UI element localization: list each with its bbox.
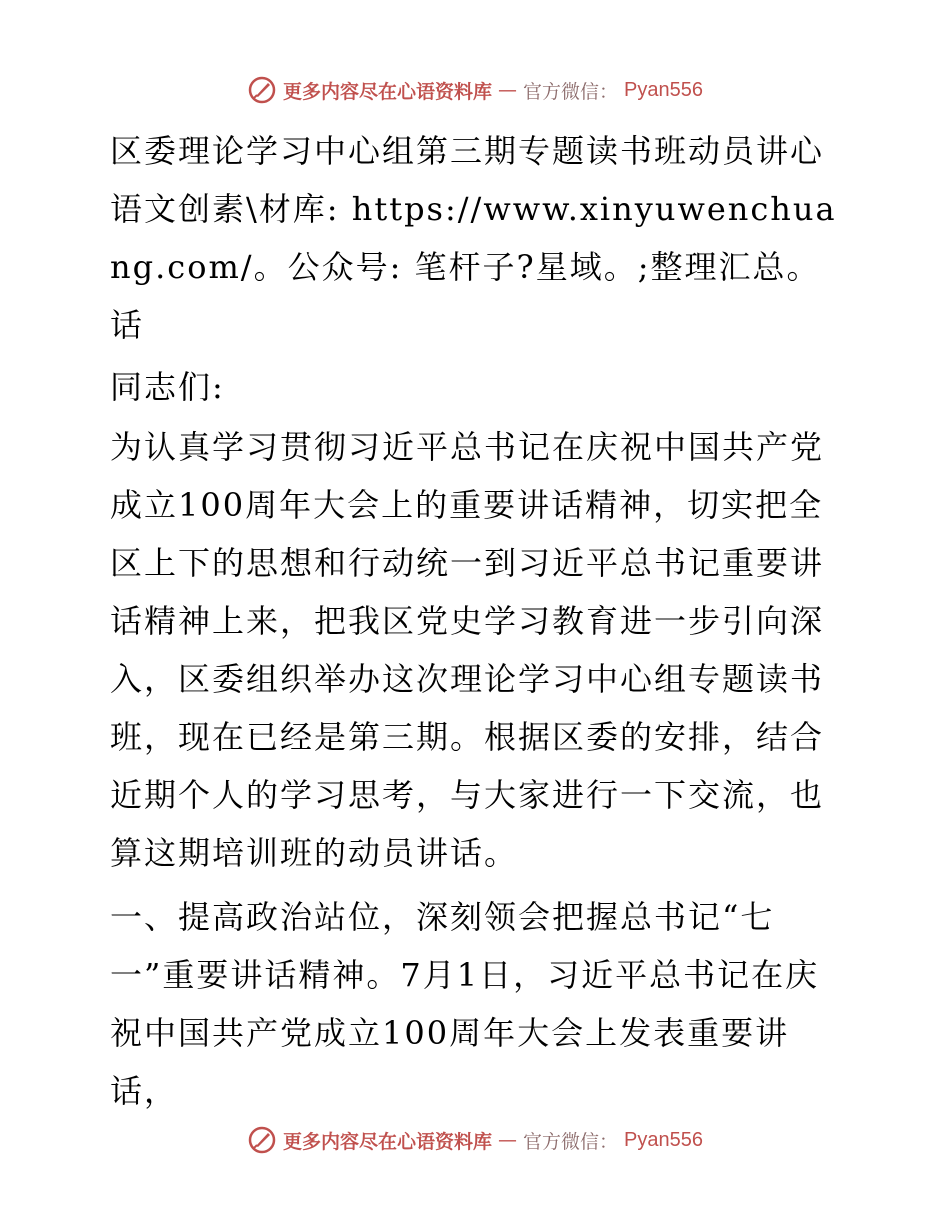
quill-pen-circle-icon [247,75,277,105]
banner-wechat-id: Pyan556 [624,78,703,101]
banner-wechat-id: Pyan556 [624,1128,703,1151]
banner-main-text: 更多内容尽在心语资料库 [283,1130,493,1153]
header-banner [0,70,950,110]
quill-pen-circle-icon [247,1125,277,1155]
banner-official-label: 官方微信： [523,80,619,103]
banner-separator: — [498,79,518,101]
banner-official-label: 官方微信： [523,1130,619,1153]
paragraph-intro: 为认真学习贯彻习近平总书记在庆祝中国共产党成立100周年大会上的重要讲话精神，切实把全区上下的思想和行动统一到习近平总书记重要讲话精神上来，把我区党史学习教育进一步引向深入，区委组织举办这次理论学习中心组专题读书班，现在已经是第三期。根据区委的安排，结合近期个人的学习思考，与大家进行一下交流，也算这期培训班的动员讲话。 [110,428,825,872]
banner-separator: — [498,1129,518,1151]
banner-main-text: 更多内容尽在心语资料库 [283,80,493,103]
footer-banner [0,1120,950,1160]
document-title: 区委理论学习中心组第三期专题读书班动员讲心语文创素\材库: https://www.xinyuwenchuang.com/。公众号: 笔杆子?星域。;整理汇总。话 [110,132,837,344]
greeting: 同志们: [110,368,225,406]
paragraph-section-one: 一、提高政治站位，深刻领会把握总书记“七一”重要讲话精神。7月1日，习近平总书记在庆祝中国共产党成立100周年大会上发表重要讲话， [110,898,820,1110]
document-body [98,122,850,1120]
